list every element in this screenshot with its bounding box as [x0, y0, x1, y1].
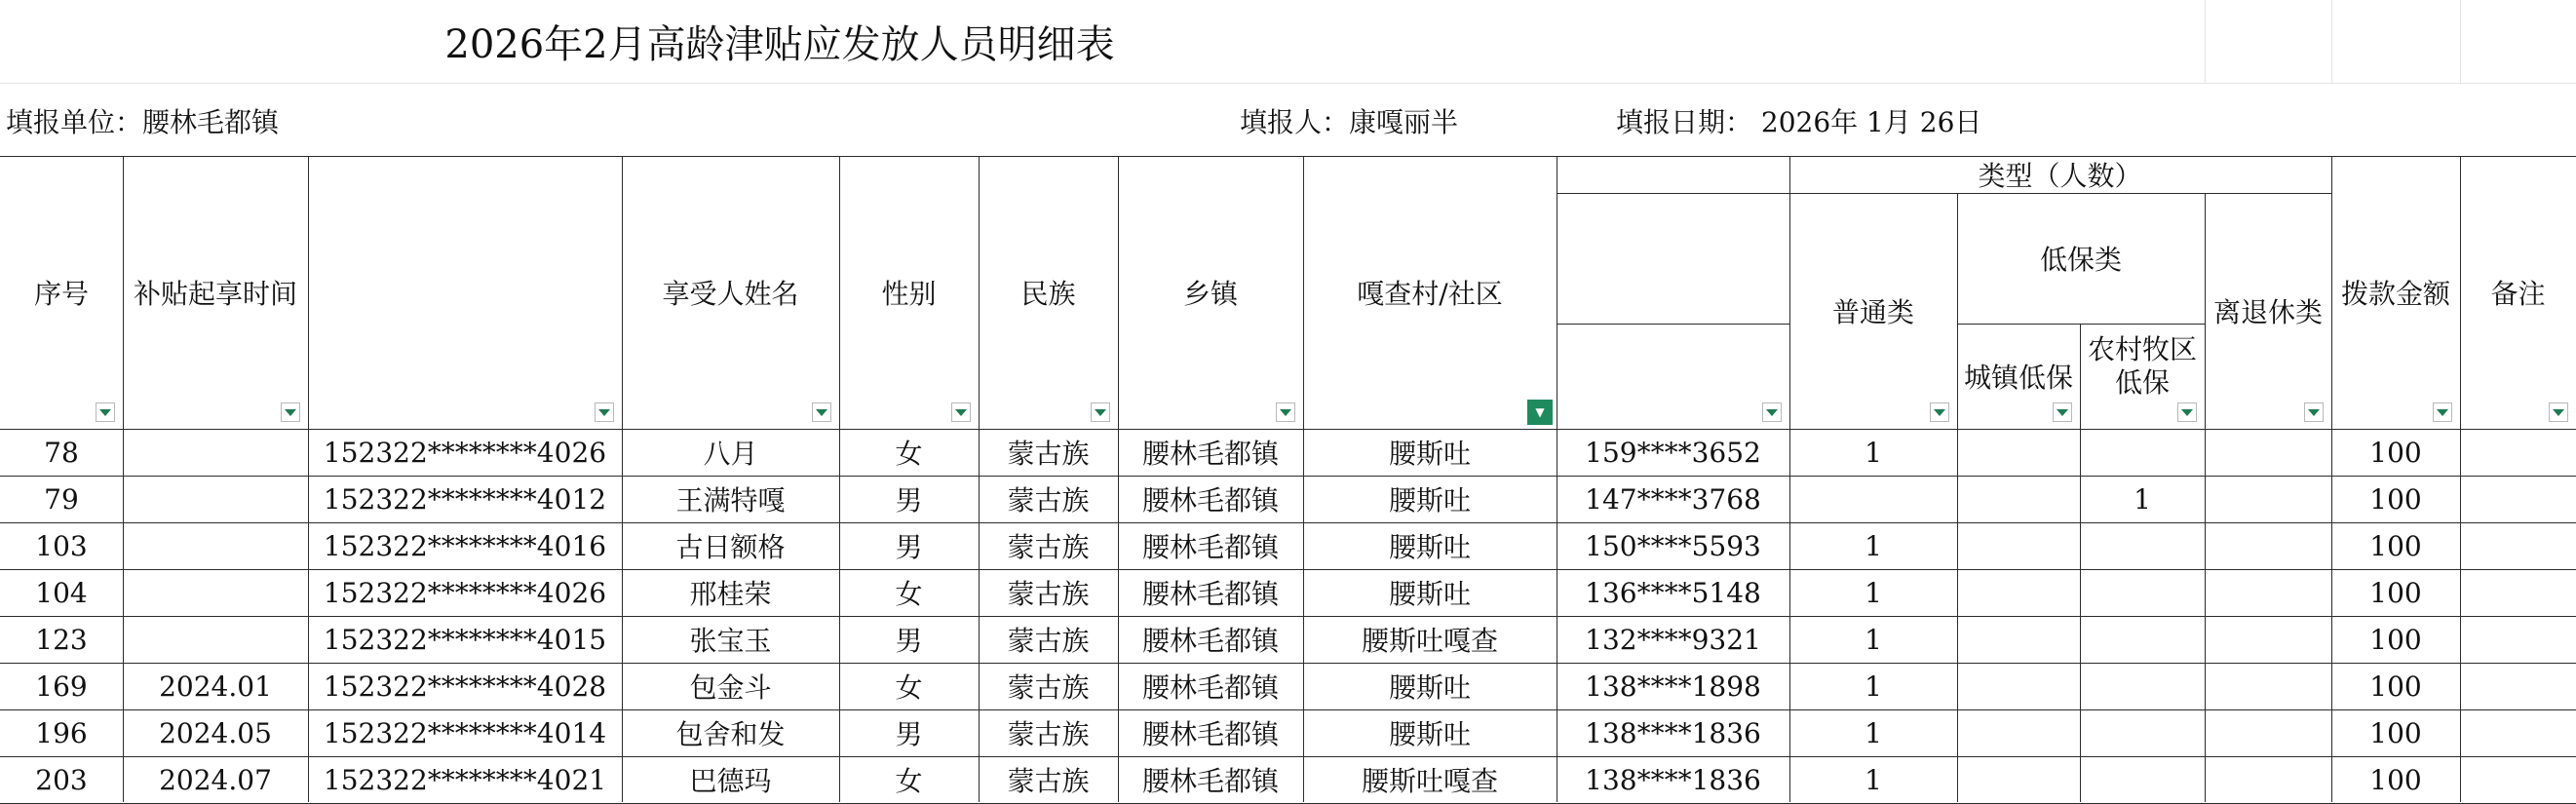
- cell-id-number[interactable]: 152322********4014: [323, 716, 607, 749]
- cell-phone[interactable]: 138****1836: [1585, 716, 1761, 749]
- cell-seq[interactable]: 104: [35, 576, 88, 609]
- border: [1557, 193, 2331, 194]
- filter-dropdown-icon[interactable]: [281, 402, 300, 422]
- header-village: 嘎查村/社区: [1357, 278, 1503, 310]
- cell-gender[interactable]: 男: [895, 718, 923, 750]
- cell-ethnicity[interactable]: 蒙古族: [1007, 578, 1090, 610]
- header-ordinary: 普通类: [1831, 296, 1914, 328]
- cell-phone[interactable]: 147****3768: [1585, 482, 1761, 516]
- border: [0, 156, 2576, 157]
- filter-dropdown-icon[interactable]: [96, 402, 115, 422]
- cell-ordinary[interactable]: 1: [1865, 529, 1882, 562]
- header-dibao-group: 低保类: [2039, 244, 2122, 276]
- cell-urban-dibao[interactable]: [1957, 709, 2080, 756]
- cell-retired[interactable]: [2205, 616, 2331, 663]
- cell-retired[interactable]: [2205, 522, 2331, 569]
- cell-ethnicity[interactable]: 蒙古族: [1007, 531, 1090, 563]
- border: [123, 156, 124, 802]
- cell-start-time[interactable]: 2024.07: [159, 763, 272, 796]
- gridline: [2205, 0, 2206, 83]
- cell-retired[interactable]: [2205, 476, 2331, 522]
- header-category-group: 类型（人数）: [1978, 160, 2142, 192]
- cell-retired[interactable]: [2205, 756, 2331, 803]
- cell-urban-dibao[interactable]: [1957, 569, 2080, 616]
- cell-gender[interactable]: 女: [895, 765, 923, 797]
- cell-urban-dibao[interactable]: [1957, 756, 2080, 803]
- cell-name[interactable]: 八月: [703, 438, 758, 470]
- cell-amount[interactable]: 100: [2369, 576, 2422, 609]
- cell-name[interactable]: 王满特嘎: [675, 484, 786, 517]
- cell-id-number[interactable]: 152322********4012: [323, 482, 607, 516]
- cell-amount[interactable]: 100: [2369, 763, 2422, 796]
- report-date: 填报日期： 2026年 1月 26日: [1616, 106, 1982, 138]
- cell-village[interactable]: 腰斯吐: [1388, 484, 1471, 517]
- cell-village[interactable]: 腰斯吐: [1388, 531, 1471, 563]
- cell-amount[interactable]: 100: [2369, 623, 2422, 656]
- cell-start-time[interactable]: [123, 476, 308, 522]
- filter-dropdown-icon[interactable]: [1930, 402, 1949, 422]
- cell-name[interactable]: 包金斗: [689, 671, 772, 704]
- cell-amount[interactable]: 100: [2369, 529, 2422, 562]
- cell-village[interactable]: 腰斯吐: [1388, 718, 1471, 750]
- cell-rural-dibao[interactable]: 1: [2134, 482, 2151, 516]
- border: [0, 429, 2576, 430]
- border: [2460, 156, 2461, 802]
- cell-start-time[interactable]: [123, 616, 308, 663]
- cell-start-time[interactable]: [123, 569, 308, 616]
- filter-dropdown-icon[interactable]: [2053, 402, 2072, 422]
- cell-seq[interactable]: 196: [35, 716, 88, 749]
- cell-rural-dibao[interactable]: [2080, 616, 2205, 663]
- cell-ordinary[interactable]: 1: [1865, 716, 1882, 749]
- cell-retired[interactable]: [2205, 429, 2331, 476]
- header-amount: 拨款金额: [2340, 278, 2450, 310]
- cell-remark[interactable]: [2460, 663, 2576, 709]
- filler-name: 填报人：康嘎丽半: [1240, 106, 1459, 138]
- cell-village[interactable]: 腰斯吐: [1388, 671, 1471, 704]
- cell-ordinary[interactable]: 1: [1865, 670, 1882, 703]
- cell-ordinary[interactable]: 1: [1865, 436, 1882, 469]
- cell-start-time[interactable]: [123, 429, 308, 476]
- cell-village[interactable]: 腰斯吐: [1388, 438, 1471, 470]
- cell-name[interactable]: 张宝玉: [689, 625, 772, 657]
- border: [1957, 324, 2205, 325]
- cell-rural-dibao[interactable]: [2080, 569, 2205, 616]
- cell-phone[interactable]: 138****1836: [1585, 763, 1761, 796]
- cell-start-time[interactable]: 2024.05: [159, 716, 272, 749]
- filter-dropdown-icon[interactable]: [1276, 402, 1295, 422]
- header-start-time: 补贴起享时间: [133, 278, 297, 310]
- gridline: [2331, 0, 2332, 83]
- cell-urban-dibao[interactable]: [1957, 429, 2080, 476]
- cell-id-number[interactable]: 152322********4015: [323, 623, 607, 656]
- cell-urban-dibao[interactable]: [1957, 616, 2080, 663]
- cell-seq[interactable]: 103: [35, 529, 88, 562]
- border: [1557, 324, 1789, 325]
- cell-township[interactable]: 腰林毛都镇: [1141, 765, 1279, 797]
- cell-township[interactable]: 腰林毛都镇: [1141, 484, 1279, 517]
- cell-seq[interactable]: 79: [44, 482, 79, 516]
- cell-amount[interactable]: 100: [2369, 670, 2422, 703]
- cell-amount[interactable]: 100: [2369, 716, 2422, 749]
- cell-village[interactable]: 腰斯吐: [1388, 578, 1471, 610]
- cell-ethnicity[interactable]: 蒙古族: [1007, 438, 1090, 470]
- border: [979, 156, 980, 802]
- cell-amount[interactable]: 100: [2369, 482, 2422, 516]
- cell-ordinary[interactable]: 1: [1865, 623, 1882, 656]
- cell-rural-dibao[interactable]: [2080, 709, 2205, 756]
- cell-start-time[interactable]: [123, 522, 308, 569]
- cell-seq[interactable]: 169: [35, 670, 88, 703]
- cell-village[interactable]: 腰斯吐嘎查: [1361, 765, 1498, 797]
- cell-seq[interactable]: 78: [44, 436, 79, 469]
- cell-name[interactable]: 邢桂荣: [689, 578, 772, 610]
- cell-gender[interactable]: 男: [895, 484, 923, 517]
- row-border: [0, 709, 2576, 710]
- cell-retired[interactable]: [2205, 569, 2331, 616]
- cell-rural-dibao[interactable]: [2080, 429, 2205, 476]
- cell-village[interactable]: 腰斯吐嘎查: [1361, 625, 1498, 657]
- row-border: [0, 616, 2576, 617]
- cell-phone[interactable]: 159****3652: [1585, 436, 1761, 469]
- cell-township[interactable]: 腰林毛都镇: [1141, 718, 1279, 750]
- cell-phone[interactable]: 136****5148: [1585, 576, 1761, 609]
- page-title: 2026年2月高龄津贴应发放人员明细表: [444, 22, 1115, 67]
- reporting-unit: 填报单位：腰林毛都镇: [6, 106, 280, 138]
- cell-remark[interactable]: [2460, 476, 2576, 522]
- border: [2080, 324, 2081, 802]
- filter-dropdown-icon[interactable]: [1762, 402, 1782, 422]
- cell-ethnicity[interactable]: 蒙古族: [1007, 484, 1090, 517]
- border: [622, 156, 623, 802]
- cell-remark[interactable]: [2460, 429, 2576, 476]
- row-border: [0, 663, 2576, 664]
- border: [2205, 193, 2206, 802]
- border: [839, 156, 840, 802]
- cell-name[interactable]: 古日额格: [675, 531, 786, 563]
- cell-retired[interactable]: [2205, 709, 2331, 756]
- cell-gender[interactable]: 女: [895, 578, 923, 610]
- cell-township[interactable]: 腰林毛都镇: [1141, 531, 1279, 563]
- cell-gender[interactable]: 男: [895, 625, 923, 657]
- filter-dropdown-icon[interactable]: [2177, 402, 2197, 422]
- border: [1118, 156, 1119, 802]
- cell-id-number[interactable]: 152322********4028: [323, 670, 607, 703]
- cell-seq[interactable]: 203: [35, 763, 88, 796]
- cell-rural-dibao[interactable]: [2080, 756, 2205, 803]
- gridline: [0, 83, 2576, 84]
- cell-township[interactable]: 腰林毛都镇: [1141, 438, 1279, 470]
- cell-gender[interactable]: 女: [895, 438, 923, 470]
- cell-phone[interactable]: 132****9321: [1585, 623, 1761, 656]
- header-remarks: 备注: [2490, 278, 2546, 310]
- cell-seq[interactable]: 123: [35, 623, 88, 656]
- border: [1303, 156, 1304, 802]
- cell-amount[interactable]: 100: [2369, 436, 2422, 469]
- cell-remark[interactable]: [2460, 522, 2576, 569]
- header-township: 乡镇: [1182, 278, 1238, 310]
- row-border: [0, 522, 2576, 523]
- filter-dropdown-icon[interactable]: [812, 402, 831, 422]
- cell-township[interactable]: 腰林毛都镇: [1141, 671, 1279, 704]
- cell-start-time[interactable]: 2024.01: [159, 670, 272, 703]
- header-seq: 序号: [33, 278, 89, 310]
- cell-id-number[interactable]: 152322********4016: [323, 529, 607, 562]
- row-border: [0, 569, 2576, 570]
- cell-ordinary[interactable]: 1: [1865, 763, 1882, 796]
- cell-phone[interactable]: 138****1898: [1585, 670, 1761, 703]
- filter-dropdown-icon[interactable]: [595, 402, 614, 422]
- cell-retired[interactable]: [2205, 663, 2331, 709]
- border: [1789, 156, 1790, 802]
- cell-phone[interactable]: 150****5593: [1585, 529, 1761, 562]
- cell-urban-dibao[interactable]: [1957, 476, 2080, 522]
- border: [308, 156, 309, 802]
- header-urban-dibao: 城镇低保: [1963, 362, 2073, 394]
- header-ethnicity: 民族: [1020, 278, 1076, 310]
- cell-rural-dibao[interactable]: [2080, 522, 2205, 569]
- header-retired: 离退休类: [2212, 296, 2323, 328]
- cell-id-number[interactable]: 152322********4026: [323, 576, 607, 609]
- gridline: [2460, 0, 2461, 83]
- row-border: [0, 756, 2576, 757]
- cell-id-number[interactable]: 152322********4021: [323, 763, 607, 796]
- cell-urban-dibao[interactable]: [1957, 522, 2080, 569]
- filter-dropdown-icon[interactable]: [951, 402, 971, 422]
- cell-township[interactable]: 腰林毛都镇: [1141, 578, 1279, 610]
- cell-ethnicity[interactable]: 蒙古族: [1007, 718, 1090, 750]
- cell-ordinary[interactable]: [1789, 476, 1957, 522]
- cell-remark[interactable]: [2460, 756, 2576, 803]
- filter-active-icon[interactable]: ▼: [1527, 400, 1553, 425]
- cell-township[interactable]: 腰林毛都镇: [1141, 625, 1279, 657]
- cell-remark[interactable]: [2460, 616, 2576, 663]
- filter-dropdown-icon[interactable]: [2433, 402, 2452, 422]
- header-gender: 性别: [881, 278, 937, 310]
- cell-ethnicity[interactable]: 蒙古族: [1007, 765, 1090, 797]
- filter-dropdown-icon[interactable]: [1091, 402, 1110, 422]
- filter-dropdown-icon[interactable]: [2304, 402, 2324, 422]
- cell-urban-dibao[interactable]: [1957, 663, 2080, 709]
- header-name: 享受人姓名: [662, 278, 799, 310]
- cell-name[interactable]: 巴德玛: [689, 765, 772, 797]
- cell-rural-dibao[interactable]: [2080, 663, 2205, 709]
- cell-gender[interactable]: 男: [895, 531, 923, 563]
- header-rural-dibao: 农村牧区低保: [2087, 333, 2197, 399]
- cell-ordinary[interactable]: 1: [1865, 576, 1882, 609]
- cell-name[interactable]: 包舍和发: [675, 718, 786, 750]
- border: [2331, 156, 2332, 802]
- cell-ethnicity[interactable]: 蒙古族: [1007, 671, 1090, 704]
- cell-gender[interactable]: 女: [895, 671, 923, 704]
- border: [1957, 193, 1958, 802]
- cell-id-number[interactable]: 152322********4026: [323, 436, 607, 469]
- cell-remark[interactable]: [2460, 709, 2576, 756]
- cell-remark[interactable]: [2460, 569, 2576, 616]
- cell-ethnicity[interactable]: 蒙古族: [1007, 625, 1090, 657]
- row-border: [0, 476, 2576, 477]
- filter-dropdown-icon[interactable]: [2549, 402, 2568, 422]
